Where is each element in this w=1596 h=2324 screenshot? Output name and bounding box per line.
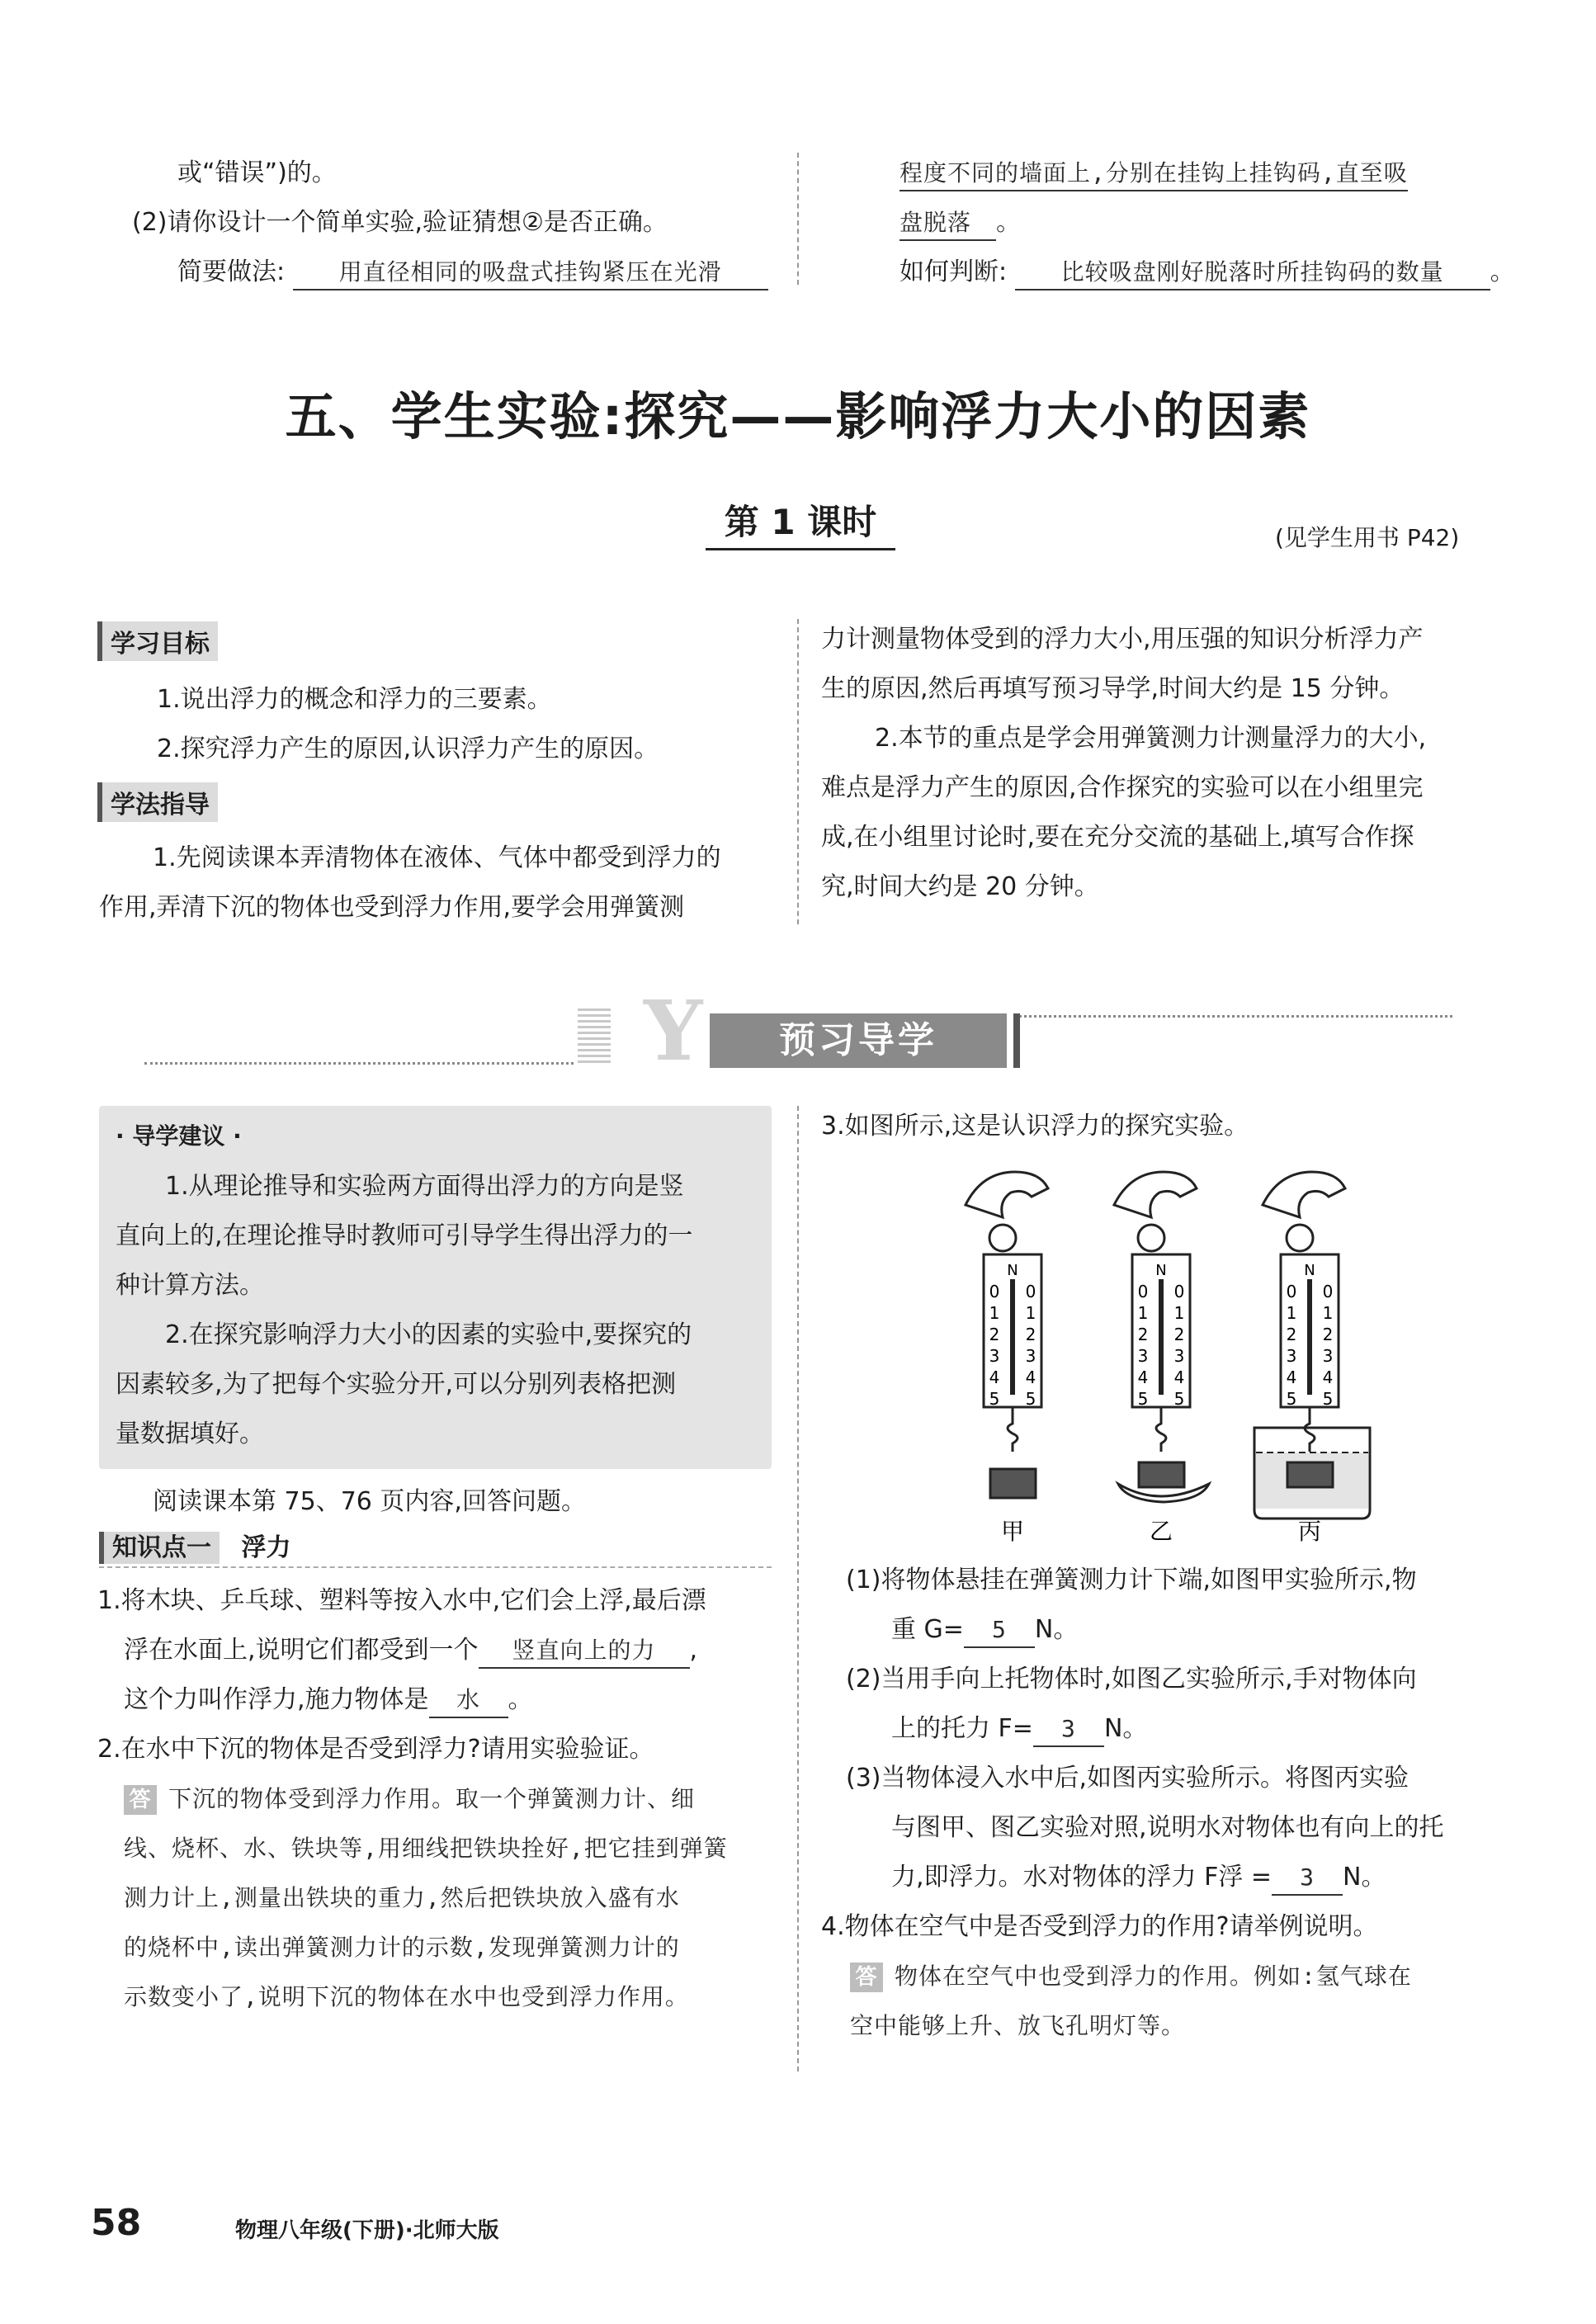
unit-label: N [1155,1262,1167,1279]
hook-icon [1156,1407,1166,1452]
method-left-line1: 1.先阅读课本弄清物体在液体、气体中都受到浮力的 [153,843,721,872]
q4-question: 4.物体在空气中是否受到浮力的作用?请举例说明。 [821,1912,1378,1941]
knowledge-label: 知识点一 [99,1532,220,1564]
top-left-line3 [177,248,768,297]
top-left-line1: 或“错误”)的。 [177,158,337,187]
method-answer: 用直径相同的吸盘式挂钩紧压在光滑 [293,256,768,290]
q3-p1-line2: 重 G= 5 N。 [891,1605,1078,1655]
tick-label: 4 [1137,1367,1149,1387]
q3-p3-line3: 力,即浮力。水对物体的浮力 F浮 = 3 N。 [891,1853,1386,1902]
q2-question: 2.在水中下沉的物体是否受到浮力?请用实验验证。 [97,1735,654,1764]
tick-label: 0 [1137,1282,1149,1301]
tick-label: 0 [1322,1282,1334,1301]
weight-block [1287,1462,1333,1487]
knowledge-header [99,1527,290,1563]
column-divider-main [797,1106,799,2071]
tick-label: 2 [1173,1325,1185,1344]
tick-label: 4 [1173,1367,1185,1387]
tick-label: 2 [1322,1325,1334,1344]
tick-label: 5 [1137,1389,1149,1409]
method-answer-end: 盘脱落 [900,206,996,241]
method-answer-cont: 程度不同的墙面上,分别在挂钩上挂钩码,直至吸 [900,157,1408,191]
tick-label: 3 [1173,1346,1185,1366]
q1-answer-water: 水 [429,1684,508,1718]
knowledge-title: 浮力 [241,1533,291,1562]
method-left-line2: 作用,弄清下沉的物体也受到浮力作用,要学会用弹簧测 [99,893,685,922]
tick-label: 2 [989,1325,1000,1344]
tick-label: 3 [1322,1346,1334,1366]
q3-p3-line1: (3)当物体浸入水中后,如图丙实验所示。将图丙实验 [846,1764,1409,1793]
ring-icon [1138,1225,1164,1251]
tick-label: 4 [1025,1367,1036,1387]
q2-answer-line3: 测力计上,测量出铁块的重力,然后把铁块放入盛有水 [124,1884,680,1911]
goal-item-2: 2.探究浮力产生的原因,认识浮力产生的原因。 [157,735,659,763]
tick-label: 1 [1025,1303,1036,1323]
q1-line3: 这个力叫作浮力,施力物体是 水 。 [124,1675,533,1725]
page-title: 五、学生实验:探究——影响浮力大小的因素 [285,386,1311,446]
tick-label: 0 [1173,1282,1185,1301]
tick-label: 2 [1286,1325,1297,1344]
scale-bing [1254,1172,1370,1519]
knowledge-divider [99,1566,772,1568]
tick-label: 2 [1025,1325,1036,1344]
q3-answer-buoyancy: 3 [1272,1861,1343,1896]
method-right-line5: 成,在小组里讨论时,要在充分交流的基础上,填写合作探 [821,823,1414,852]
q4-answer-line2: 空中能够上升、放飞孔明灯等。 [850,2012,1186,2039]
q3-answer-support: 3 [1033,1712,1104,1747]
tick-label: 2 [1137,1325,1149,1344]
figure-label-bing: 丙 [1297,1518,1322,1545]
scale-yi [1114,1172,1209,1502]
weight-block [990,1469,1036,1498]
ring-icon [989,1225,1016,1251]
suggestion-label: · 导学建议 · [116,1122,242,1150]
q1-line1: 1.将木块、乒乓球、塑料等按入水中,它们会上浮,最后漂 [97,1586,706,1615]
q1-answer-force: 竖直向上的力 [479,1634,690,1669]
q3-intro: 3.如图所示,这是认识浮力的探究实验。 [821,1112,1249,1141]
method-right-line6: 究,时间大约是 20 分钟。 [821,872,1099,901]
method-guide-label: 学法指导 [97,782,218,822]
page-number: 58 [91,2202,142,2244]
tick-label: 0 [989,1282,1000,1301]
judge-label: 如何判断: [900,257,1008,286]
tick-label: 5 [1322,1389,1334,1409]
suggestion-line5: 因素较多,为了把每个实验分开,可以分别列表格把测 [116,1370,677,1399]
tick-label: 1 [1173,1303,1185,1323]
tick-label: 1 [1137,1303,1149,1323]
method-right-line1: 力计测量物体受到的浮力大小,用压强的知识分析浮力产 [821,625,1424,654]
suggestion-line4: 2.在探究影响浮力大小的因素的实验中,要探究的 [165,1320,692,1349]
q4-answer-line1: 答 物体在空气中也受到浮力的作用。例如:氢气球在 [850,1952,1412,2001]
tick-label: 4 [1286,1367,1297,1387]
q3-p2-line2: 上的托力 F= 3 N。 [891,1704,1147,1754]
hand-icon [1114,1172,1197,1217]
q3-p2-line1: (2)当用手向上托物体时,如图乙实验所示,手对物体向 [846,1665,1417,1693]
hand-icon [966,1172,1048,1217]
lesson-label: 第 1 课时 [706,495,895,550]
judge-answer: 比较吸盘刚好脱落时所挂钩码的数量 [1015,256,1490,290]
tick-label: 0 [1286,1282,1297,1301]
q3-answer-weight: 5 [964,1613,1035,1648]
column-divider-goals [797,619,799,924]
banner-end-bar [1013,1013,1020,1068]
top-right-line2: 盘脱落 。 [900,198,1021,248]
q2-answer-line1: 答 下沉的物体受到浮力作用。取一个弹簧测力计、细 [124,1774,695,1824]
banner-rule-left [144,1062,574,1065]
suggestion-line1: 1.从理论推导和实验两方面得出浮力的方向是竖 [165,1172,684,1201]
top-left-line2: (2)请你设计一个简单实验,验证猜想②是否正确。 [132,208,668,237]
tick-label: 3 [989,1346,1000,1366]
q3-p1-line1: (1)将物体悬挂在弹簧测力计下端,如图甲实验所示,物 [846,1566,1417,1594]
tick-label: 4 [989,1367,1000,1387]
unit-label: N [1304,1262,1315,1279]
tick-label: 0 [1025,1282,1036,1301]
method-right-line3: 2.本节的重点是学会用弹簧测力计测量浮力的大小, [875,724,1427,753]
book-reference: (见学生用书 P42) [1275,524,1460,551]
answer-mark: 答 [850,1963,883,1992]
tick-label: 1 [989,1303,1000,1323]
banner-letter: Y [644,982,703,1079]
tick-label: 5 [1173,1389,1185,1409]
figure-label-yi: 乙 [1149,1518,1173,1545]
answer-mark: 答 [124,1785,157,1815]
tick-label: 3 [1286,1346,1297,1366]
tick-label: 3 [1137,1346,1149,1366]
q2-answer-line5: 示数变小了,说明下沉的物体在水中也受到浮力作用。 [124,1983,689,2010]
tick-label: 5 [1286,1389,1297,1409]
suggestion-line6: 量数据填好。 [116,1419,264,1448]
tick-label: 4 [1322,1367,1334,1387]
suggestion-line3: 种计算方法。 [116,1271,264,1300]
banner-label: 预习导学 [710,1013,1007,1068]
figure-label-jia: 甲 [1000,1518,1025,1545]
tick-label: 5 [989,1389,1000,1409]
method-right-line4: 难点是浮力产生的原因,合作探究的实验可以在小组里完 [821,773,1424,802]
banner-rule-right [1015,1015,1452,1018]
unit-label: N [1007,1262,1018,1279]
hook-icon [1305,1407,1315,1452]
book-title: 物理八年级(下册)·北师大版 [235,2218,499,2243]
reading-instruction: 阅读课本第 75、76 页内容,回答问题。 [153,1487,586,1516]
q2-answer-line4: 的烧杯中,读出弹簧测力计的示数,发现弹簧测力计的 [124,1934,680,1961]
tick-label: 1 [1286,1303,1297,1323]
q2-answer-line2: 线、烧杯、水、铁块等,用细线把铁块拴好,把它挂到弹簧 [124,1835,728,1862]
q3-p3-line2: 与图甲、图乙实验对照,说明水对物体也有向上的托 [891,1813,1444,1842]
ring-icon [1287,1225,1313,1251]
top-right-line3: 如何判断: 比较吸盘刚好脱落时所挂钩码的数量 。 [900,248,1515,297]
tick-label: 5 [1025,1389,1036,1409]
method-right-line2: 生的原因,然后再填写预习导学,时间大约是 15 分钟。 [821,674,1405,703]
method-label: 简要做法: [177,257,286,286]
suggestion-line2: 直向上的,在理论推导时教师可引导学生得出浮力的一 [116,1221,693,1250]
hand-icon [1263,1172,1345,1217]
tick-label: 3 [1025,1346,1036,1366]
tick-label: 1 [1322,1303,1334,1323]
banner-stripes [578,1008,611,1066]
spring-scale-figure [949,1155,1378,1552]
column-divider-top [797,153,799,285]
top-right-line1 [900,149,1408,198]
q1-line2: 浮在水面上,说明它们都受到一个 竖直向上的力 , [124,1626,697,1675]
goal-item-1: 1.说出浮力的概念和浮力的三要素。 [157,685,552,714]
goals-label: 学习目标 [97,621,218,661]
hook-icon [1008,1407,1018,1452]
weight-block [1139,1462,1184,1487]
